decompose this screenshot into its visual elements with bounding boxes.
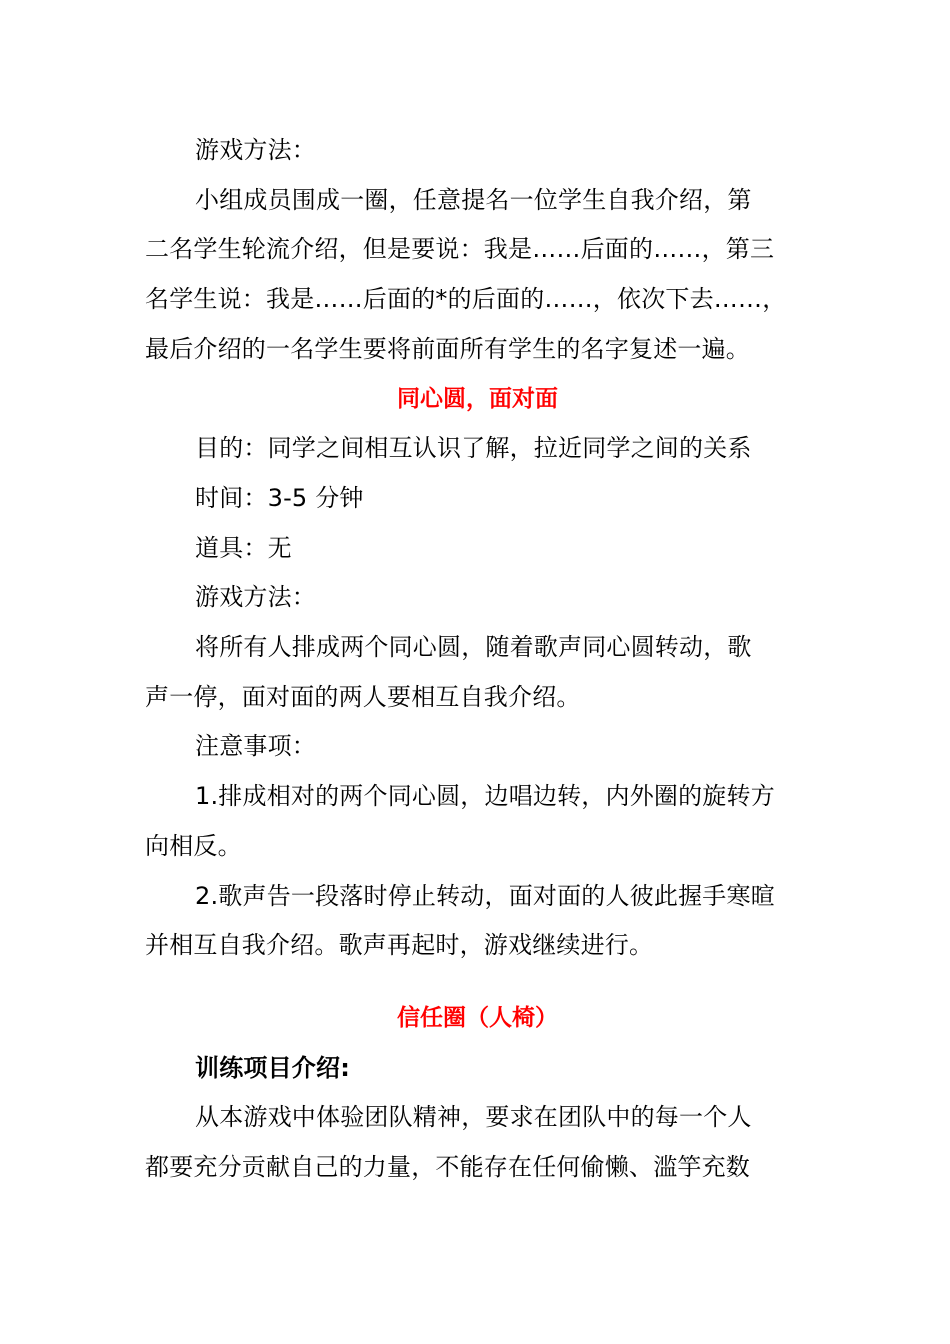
paragraph-line: 将所有人排成两个同心圆，随着歌声同心圆转动，歌 — [195, 633, 752, 662]
section-spacer — [145, 971, 810, 994]
notes-label: 注意事项： — [195, 732, 316, 761]
method-label: 游戏方法： — [195, 136, 316, 164]
section-heading: 同心圆，面对面 — [397, 385, 558, 412]
paragraph-line: 声一停，面对面的两人要相互自我介绍。 — [145, 682, 581, 711]
paragraph-line: 最后介绍的一名学生要将前面所有学生的名字复述一遍。 — [145, 334, 750, 363]
paragraph-line: 名学生说：我是……后面的*的后面的……，依次下去……， — [145, 285, 787, 314]
purpose-line: 目的：同学之间相互认识了解，拉近同学之间的关系 — [195, 434, 752, 463]
paragraph-line: 从本游戏中体验团队精神，要求在团队中的每一个人 — [195, 1103, 752, 1132]
time-line: 时间：3-5 分钟 — [195, 483, 364, 512]
paragraph-line: 小组成员围成一圈，任意提名一位学生自我介绍，第 — [195, 185, 752, 214]
note-line: 2.歌声告一段落时停止转动，面对面的人彼此握手寒暄 — [195, 881, 775, 910]
note-line: 并相互自我介绍。歌声再起时，游戏继续进行。 — [145, 931, 654, 960]
method-label: 游戏方法： — [195, 583, 316, 612]
note-line: 1.排成相对的两个同心圆，边唱边转，内外圈的旋转方 — [195, 782, 775, 811]
section-heading: 信任圈（人椅） — [397, 1004, 558, 1031]
intro-label: 训练项目介绍: — [195, 1053, 350, 1082]
props-line: 道具：无 — [195, 533, 292, 562]
note-line: 向相反。 — [145, 831, 242, 860]
paragraph-line: 二名学生轮流介绍，但是要说：我是……后面的……，第三 — [145, 235, 775, 264]
paragraph-line: 都要充分贡献自己的力量，不能存在任何偷懒、滥竽充数 — [145, 1153, 750, 1182]
document-page — [145, 126, 810, 1193]
